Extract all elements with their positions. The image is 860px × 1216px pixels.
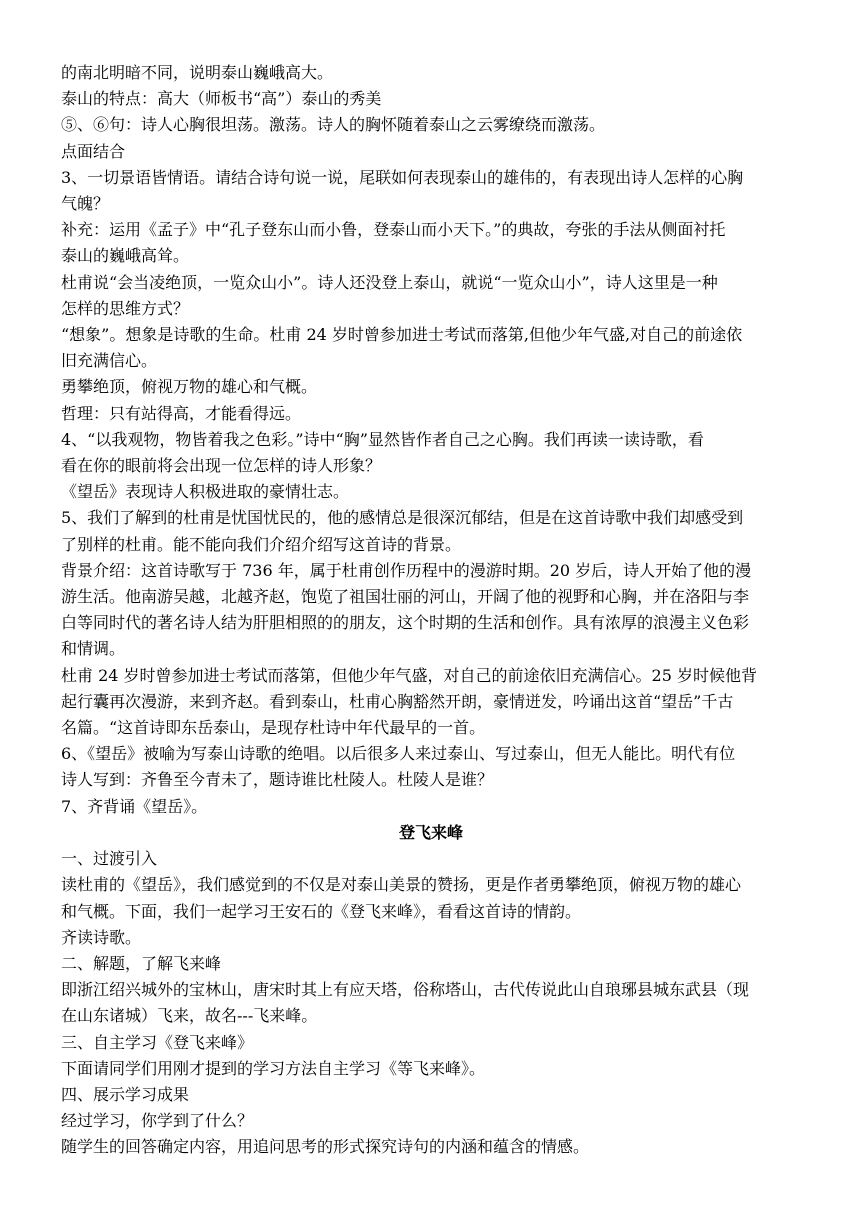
text-line: 即浙江绍兴城外的宝林山，唐宋时其上有应天塔，俗称塔山，古代传说此山自琅琊县城东武县（现 bbox=[61, 980, 750, 1000]
text-line: 《望岳》表现诗人积极进取的豪情壮志。 bbox=[61, 482, 350, 502]
section-title: 登飞来峰 bbox=[398, 822, 463, 842]
text-line: 读杜甫的《望岳》，我们感觉到的不仅是对泰山美景的赞扬，更是作者勇攀绝顶，俯视万物的雄心 bbox=[61, 875, 742, 895]
text-line: 看在你的眼前将会出现一位怎样的诗人形象？ bbox=[61, 456, 382, 476]
text-line: 起行囊再次漫游，来到齐赵。看到泰山，杜甫心胸豁然开朗，豪情迸发，吟诵出这首“望岳”千古 bbox=[61, 691, 734, 711]
text-line: 泰山的巍峨高耸。 bbox=[61, 246, 190, 266]
text-line: 点面结合 bbox=[61, 141, 126, 161]
text-line: 补充：运用《孟子》中“孔子登东山而小鲁，登泰山而小天下。”的典故，夸张的手法从侧面衬托 bbox=[61, 220, 726, 240]
text-line: 四、展示学习成果 bbox=[61, 1084, 190, 1104]
text-line: 6、《望岳》被喻为写泰山诗歌的绝唱。以后很多人来过泰山、写过泰山，但无人能比。明代有位 bbox=[61, 744, 736, 764]
text-line: 3、一切景语皆情语。请结合诗句说一说，尾联如何表现泰山的雄伟的，有表现出诗人怎样的心胸 bbox=[61, 167, 744, 187]
text-line: 名篇。“这首诗即东岳泰山，是现存杜诗中年代最早的一首。 bbox=[61, 718, 486, 738]
text-line: 在山东诸城）飞来，故名---飞来峰。 bbox=[61, 1006, 318, 1026]
text-line: 杜甫说“会当凌绝顶，一览众山小”。诗人还没登上泰山，就说“一览众山小”，诗人这里是一种 bbox=[61, 272, 718, 292]
text-line: 气魄？ bbox=[61, 194, 110, 214]
text-line: 下面请同学们用刚才提到的学习方法自主学习《等飞来峰》。 bbox=[61, 1058, 486, 1078]
text-line: 5、我们了解到的杜甫是忧国忧民的，他的感情总是很深沉郁结，但是在这首诗歌中我们却感受到 bbox=[61, 508, 744, 528]
text-line: 杜甫 24 岁时曾参加进士考试而落第，但他少年气盛，对自己的前途依旧充满信心。25 岁时候他背 bbox=[61, 665, 757, 685]
text-line: 的南北明暗不同，说明泰山巍峨高大。 bbox=[61, 63, 334, 82]
text-line: “想象”。想象是诗歌的生命。杜甫 24 岁时曾参加进士考试而落第,但他少年气盛,对自己的前途依 bbox=[61, 325, 743, 345]
text-line: 了别样的杜甫。能不能向我们介绍介绍写这首诗的背景。 bbox=[61, 534, 462, 554]
text-line: 三、自主学习《登飞来峰》 bbox=[61, 1032, 254, 1052]
text-line: 白等同时代的著名诗人结为肝胆相照的的朋友，这个时期的生活和创作。具有浓厚的浪漫主义色彩 bbox=[61, 613, 750, 633]
text-line: 经过学习，你学到了什么？ bbox=[61, 1111, 254, 1131]
document-page bbox=[61, 60, 801, 1161]
text-line: 勇攀绝顶，俯视万物的雄心和气概。 bbox=[61, 377, 318, 397]
text-line: 泰山的特点：高大（师板书“高”）泰山的秀美 bbox=[61, 89, 382, 109]
text-line: 和情调。 bbox=[61, 639, 126, 659]
text-line: 7、齐背诵《望岳》。 bbox=[61, 796, 208, 816]
text-line: 哲理：只有站得高，才能看得远。 bbox=[61, 403, 302, 423]
text-line: 背景介绍：这首诗歌写于 736 年，属于杜甫创作历程中的漫游时期。20 岁后，诗人开始了他的漫 bbox=[61, 560, 752, 580]
text-line: 和气概。下面，我们一起学习王安石的《登飞来峰》，看看这首诗的情韵。 bbox=[61, 901, 582, 921]
text-line: 一、过渡引入 bbox=[61, 849, 158, 869]
text-line: 诗人写到：齐鲁至今青未了，题诗谁比杜陵人。杜陵人是谁？ bbox=[61, 770, 494, 790]
text-line: ⑤、⑥句：诗人心胸很坦荡。激荡。诗人的胸怀随着泰山之云雾缭绕而激荡。 bbox=[61, 115, 606, 135]
text-line: 怎样的思维方式？ bbox=[61, 298, 190, 318]
text-line: 二、解题，了解飞来峰 bbox=[61, 953, 222, 973]
text-line: 齐读诗歌。 bbox=[61, 927, 142, 947]
text-line: 旧充满信心。 bbox=[61, 351, 158, 371]
text-line: 游生活。他南游吴越，北越齐赵，饱览了祖国壮丽的河山，开阔了他的视野和心胸，并在洛阳与李 bbox=[61, 587, 750, 607]
text-line: 4、“以我观物，物皆着我之色彩。”诗中“胸”显然皆作者自己之心胸。我们再读一读诗歌，看 bbox=[61, 429, 704, 449]
text-line: 随学生的回答确定内容，用追问思考的形式探究诗句的内涵和蕴含的情感。 bbox=[61, 1137, 590, 1157]
